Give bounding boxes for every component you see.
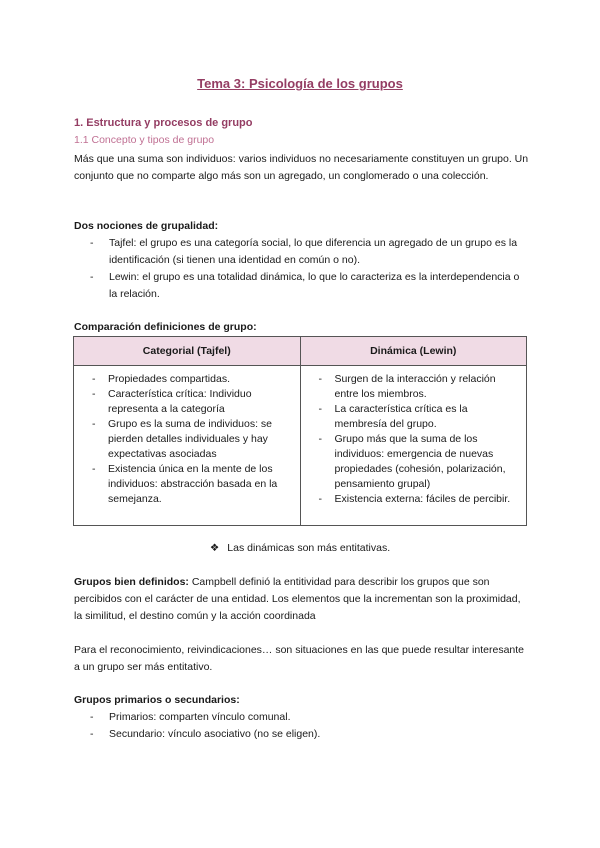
table-list-item-text: Existencia única en la mente de los individuos: abstracción basada en la semejanza. (108, 463, 278, 505)
table-list-item (80, 372, 294, 387)
dash-marker: - (318, 373, 322, 385)
note-line (0, 542, 600, 554)
dash-marker: - (90, 237, 94, 249)
table-list-item-text: La característica crítica es la membresía del grupo. (334, 403, 468, 430)
dinamica-list (307, 372, 521, 507)
list-item (74, 235, 529, 269)
bien-definidos-text: Campbell definió la entitividad para describir los grupos que son percibidos con el carácter de una entidad. Los elementos que la incrementan son la proximidad, la similitud, el destino común y la acción coordinada (74, 576, 521, 622)
table-list-item-text: Surgen de la interacción y relación entre los miembros. (334, 373, 496, 400)
intro-paragraph: Más que una suma son individuos: varios individuos no necesariamente constituyen un grupo. Un conjunto que no comparte algo más son un agregado, un conglomerado o una colección. (74, 153, 529, 182)
column-header-categorial: Categorial (Tajfel) (74, 337, 301, 366)
table-list-item (307, 432, 521, 492)
note-text: Las dinámicas son más entitativas. (227, 542, 391, 554)
categorial-cell (74, 366, 301, 526)
dash-marker: - (90, 728, 94, 740)
table-list-item (80, 462, 294, 507)
categorial-list (80, 372, 294, 507)
subsection-heading: 1.1 Concepto y tipos de grupo (74, 134, 215, 146)
comparacion-heading: Comparación definiciones de grupo: (74, 321, 257, 333)
list-item (74, 726, 529, 743)
dash-marker: - (92, 418, 96, 430)
page-title: Tema 3: Psicología de los grupos (197, 76, 403, 91)
table-list-item (307, 402, 521, 432)
nociones-list (74, 235, 529, 303)
list-item-text: Lewin: el grupo es una totalidad dinámica, lo que lo caracteriza es la interdependencia o la relación. (109, 271, 520, 300)
list-item-text: Secundario: vínculo asociativo (no se eligen). (109, 728, 321, 740)
column-header-dinamica: Dinámica (Lewin) (300, 337, 527, 366)
comparison-table (73, 336, 527, 526)
primarios-heading: Grupos primarios o secundarios: (74, 694, 240, 706)
dash-marker: - (318, 433, 322, 445)
dash-marker: - (90, 271, 94, 283)
diamond-bullet-icon: ❖ (209, 542, 220, 554)
list-item (74, 269, 529, 303)
dash-marker: - (92, 388, 96, 400)
table-list-item-text: Grupo es la suma de individuos: se pierden detalles individuales y hay expectativas asociadas (108, 418, 273, 460)
dash-marker: - (92, 373, 96, 385)
table-list-item-text: Existencia externa: fáciles de percibir. (334, 493, 511, 505)
dinamica-cell (300, 366, 527, 526)
primarios-list (74, 709, 529, 743)
table-list-item (307, 492, 521, 507)
list-item-text: Tajfel: el grupo es una categoría social, lo que diferencia un agregado de un grupo es la identificación (si tienen una identidad en común o no). (109, 237, 518, 266)
bien-definidos-label: Grupos bien definidos: (74, 576, 189, 588)
table-list-item-text: Grupo más que la suma de los individuos: emergencia de nuevas propiedades (cohesión, polarización, pensamiento grupal) (334, 433, 506, 490)
table-list-item-text: Propiedades compartidas. (108, 373, 230, 385)
list-item (74, 709, 529, 726)
nociones-heading: Dos nociones de grupalidad: (74, 220, 219, 232)
dash-marker: - (92, 463, 96, 475)
dash-marker: - (318, 493, 322, 505)
table-list-item-text: Característica crítica: Individuo representa a la categoría (108, 388, 252, 415)
dash-marker: - (90, 711, 94, 723)
dash-marker: - (318, 403, 322, 415)
reconocimiento-paragraph: Para el reconocimiento, reivindicaciones… son situaciones en las que puede resultar interesante a un grupo ser más entitativo. (74, 644, 525, 673)
table-list-item (307, 372, 521, 402)
table-list-item (80, 387, 294, 417)
section-heading: 1. Estructura y procesos de grupo (74, 117, 253, 129)
table-list-item (80, 417, 294, 462)
list-item-text: Primarios: comparten vínculo comunal. (109, 711, 291, 723)
bien-definidos-paragraph (74, 574, 529, 625)
